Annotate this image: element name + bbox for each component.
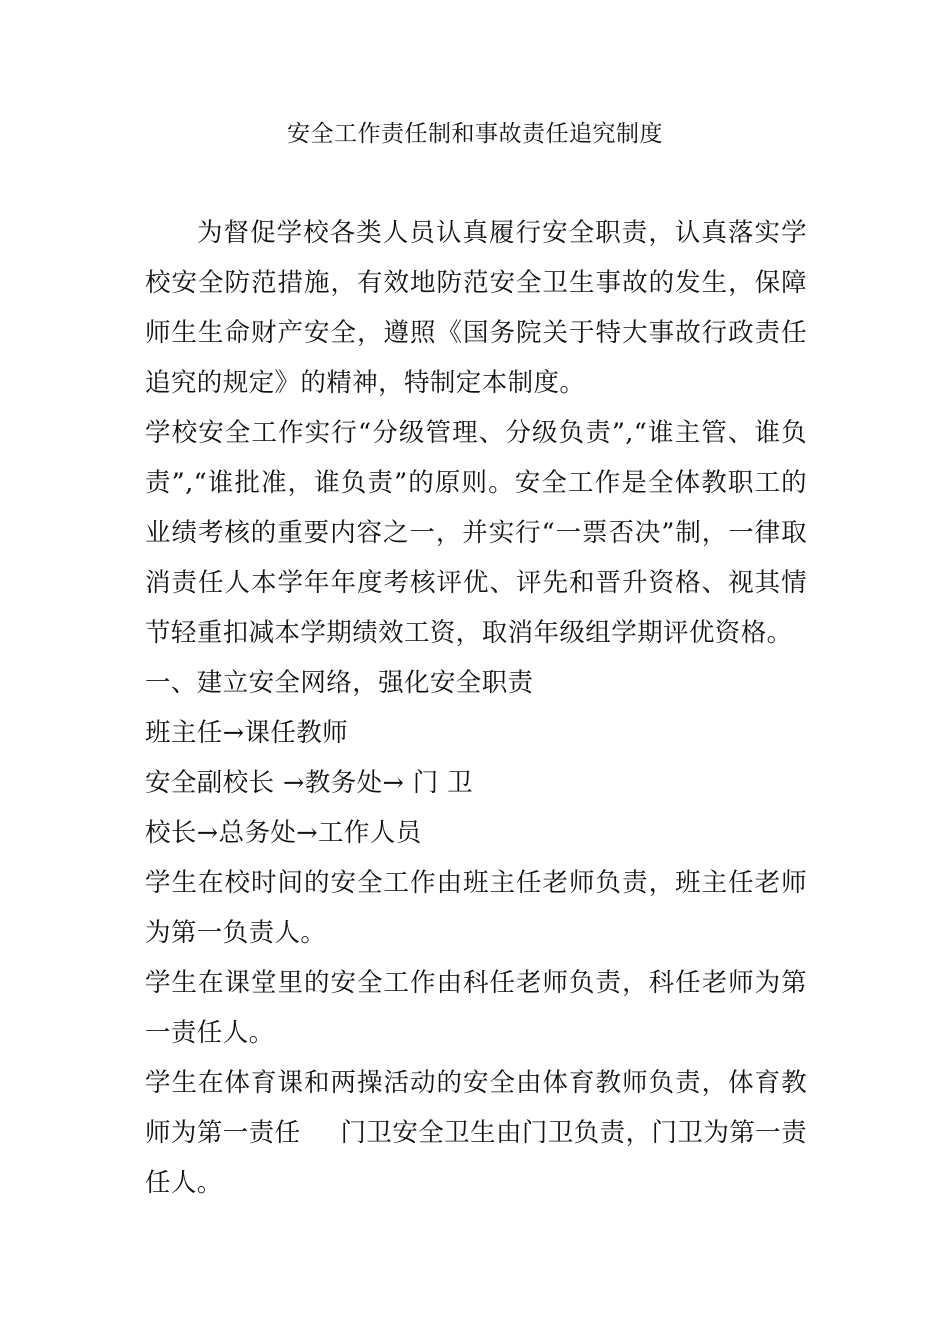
network-line-2: 安全副校长 →教务处→ 门 卫 bbox=[145, 768, 474, 798]
paragraph-class-teacher: 学生在校时间的安全工作由班主任老师负责，班主任老师为第一负责人。 bbox=[145, 868, 807, 948]
document-title: 安全工作责任制和事故责任追究制度 bbox=[287, 121, 663, 147]
paragraph-guard-text: 门卫安全卫生由门卫负责，门卫为第一责任人。 bbox=[145, 1118, 807, 1198]
paragraph-principles: 学校安全工作实行“分级管理、分级负责”,“谁主管、谁负责”,“谁批准，谁负责”的原则。安全工作是全体教职工的业绩考核的重要内容之一，并实行“一票否决”制，一律取消责任人本学年年度考核评优、评先和晋升资格、视其情节轻重扣减本学期绩效工资，取消年级组学期评优资格。 bbox=[145, 418, 807, 648]
paragraph-pe-and-guard bbox=[145, 1058, 807, 1208]
paragraph-subject-teacher: 学生在课堂里的安全工作由科任老师负责，科任老师为第一责任人。 bbox=[145, 968, 807, 1048]
network-line-1: 班主任→课任教师 bbox=[145, 718, 349, 748]
paragraph-pe-text: 学生在体育课和两操活动的安全由体育教师负责，体育教师为第一责任 bbox=[145, 1068, 807, 1148]
network-line-3: 校长→总务处→工作人员 bbox=[145, 818, 422, 848]
paragraph-intro: 为督促学校各类人员认真履行安全职责，认真落实学校安全防范措施，有效地防范安全卫生事故的发生，保障师生生命财产安全，遵照《国务院关于特大事故行政责任追究的规定》的精神，特制定本制度。 bbox=[145, 218, 807, 398]
document-body bbox=[145, 208, 807, 1208]
section-heading: 一、建立安全网络，强化安全职责 bbox=[145, 668, 534, 698]
